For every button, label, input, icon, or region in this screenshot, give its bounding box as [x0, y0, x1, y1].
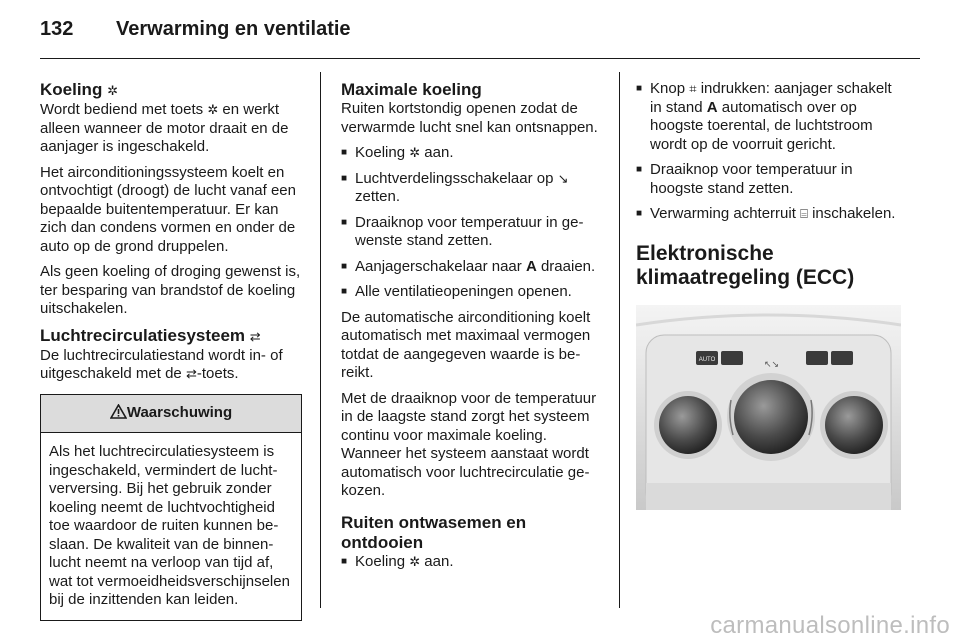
fan-speed-knob	[825, 396, 883, 454]
ac-snowflake-icon: ✲	[409, 553, 421, 569]
section-heading-max-cooling: Maximale koeling	[341, 80, 482, 99]
column-divider-2	[619, 72, 620, 608]
button	[721, 351, 743, 365]
paragraph: Met de draaiknop voor de temperatuur in de laagste stand zorgt het systeem continu voor maximale koeling. Wanneer het systeem aanstaat wordt automatisch voor luchtrecirculatie gekozen.	[341, 389, 597, 499]
column-divider-1	[320, 72, 321, 608]
recirculation-icon: ⇄	[249, 328, 261, 344]
button	[806, 351, 828, 365]
page-title: Verwarming en ventilatie	[116, 18, 351, 40]
temperature-knob	[659, 396, 717, 454]
column-1	[40, 80, 302, 621]
paragraph: Ruiten kortstondig openen zodat de verwarmde lucht snel kan ontsnappen.	[341, 100, 598, 136]
list-item: ■ Draaiknop voor temperatuur in hoogste stand zetten.	[636, 161, 902, 198]
warning-box	[40, 394, 302, 621]
list-item: ■ Aanjagerschakelaar naar A draaien.	[341, 258, 603, 277]
climate-control-photo	[636, 305, 901, 510]
rear-window-heater-icon: ⌸	[800, 206, 808, 221]
list-item: ■ Verwarming achterruit ⌸ inschakelen.	[636, 205, 902, 224]
column-3	[636, 80, 902, 304]
list-item: ■ Draaiknop voor temperatuur in gewenste stand zetten.	[341, 214, 603, 251]
warning-header	[41, 395, 301, 434]
paragraph: De luchtrecirculatiestand wordt in- of uitgeschakeld met de ⇄-toets.	[40, 346, 283, 382]
list-item: ■ Alle ventilatieopeningen openen.	[341, 283, 603, 302]
auto-button-label: AUTO	[698, 357, 716, 363]
recirculation-icon: ⇄	[185, 366, 197, 381]
section-heading-koeling: Koeling ✲	[40, 80, 118, 99]
list-item: ■ Koeling ✲ aan.	[341, 144, 603, 163]
warning-title: Waarschuwing	[126, 403, 233, 421]
header-rule	[40, 58, 920, 59]
page-number: 132	[40, 18, 74, 40]
section-heading-recirculation: Luchtrecirculatiesysteem ⇄	[40, 325, 261, 345]
windscreen-defrost-icon: ⌗	[689, 81, 697, 96]
list-item: ■ Koeling ✲ aan.	[341, 553, 603, 572]
air-distribution-knob	[734, 380, 808, 454]
list-item: ■ Knop ⌗ indrukken: aanjager schakelt in stand A automatisch over op hoogste toerental, de luchtstroom wordt op de voorruit gericht.	[636, 80, 902, 154]
page-header	[40, 18, 351, 41]
air-distribution-icon: ↘	[557, 170, 569, 186]
warning-text: Als het luchtrecirculatiesysteem is ingeschakeld, vermindert de luchtverversing. Bij het gebruik zonder koeling neemt de luchtvochtigheid toe waardoor de ruiten kunnen beslaan. De kwaliteit van de binnenlucht neemt na verloop van tijd af, wat tot vermoeidheidsverschijnselen bij de inzittenden kan leiden.	[49, 443, 290, 608]
air-distribution-icon: ↖↘	[764, 360, 780, 370]
button	[831, 351, 853, 365]
ac-snowflake-icon: ✲	[207, 102, 219, 117]
column-2	[341, 80, 603, 578]
list-item: ■ Luchtverdelingsschakelaar op ↘ zetten.	[341, 170, 603, 207]
ac-snowflake-icon: ✲	[107, 83, 118, 98]
watermark: carmanualsonline.info	[710, 612, 950, 639]
ac-snowflake-icon: ✲	[409, 145, 421, 160]
paragraph: Wordt bediend met toets ✲ en werkt alleen wanneer de motor draait en de aanjager is ingeschakeld.	[40, 101, 289, 155]
section-heading-ecc: Elektronische klimaatregeling (ECC)	[636, 241, 855, 289]
paragraph: De automatische airconditioning koelt automatisch met maximaal vermogen totdat de aangegeven waarde is bereikt.	[341, 308, 591, 381]
warning-triangle-icon	[110, 404, 127, 419]
paragraph: Als geen koeling of droging gewenst is, ter besparing van brandstof de koeling uitschakelen.	[40, 263, 301, 317]
section-heading-defrost: Ruiten ontwasemen en ontdooien	[341, 512, 527, 552]
paragraph: Het airconditioningssysteem koelt en ontvochtigt (droogt) de lucht vanaf een bepaalde buitentemperatuur. Er kan zich dan condens vormen en onder de auto op de grond druppelen.	[40, 163, 296, 255]
